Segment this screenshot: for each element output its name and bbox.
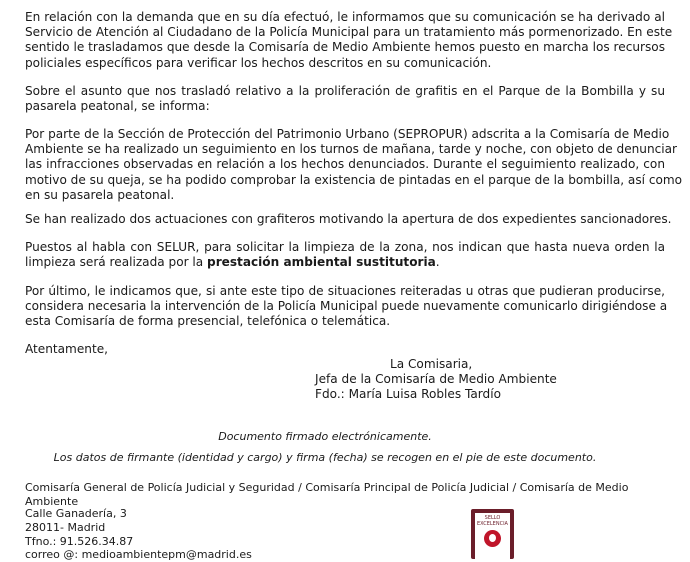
text-line xyxy=(25,255,665,270)
seal-text: EXCELENCIA xyxy=(477,521,508,527)
quality-q-icon xyxy=(484,530,501,547)
paragraph-intro xyxy=(25,10,673,71)
signature-title: La Comisaria, xyxy=(390,357,473,371)
footer-postal: 28011- Madrid xyxy=(25,521,106,534)
text-line: pasarela peatonal, se informa: xyxy=(25,99,210,114)
signature-name: Fdo.: María Luisa Robles Tardío xyxy=(315,387,501,401)
seal-text: SELLO xyxy=(484,515,501,521)
text-line: Por último, le indicamos que, si ante este tipo de situaciones reiteradas u otras que pudieran producirse, xyxy=(25,284,665,298)
bold-text: prestación ambiental sustitutoria xyxy=(207,255,436,270)
closing xyxy=(25,342,665,357)
footer-phone: Tfno.: 91.526.34.87 xyxy=(25,535,134,548)
closing-text: Atentamente, xyxy=(25,342,108,356)
text-line: motivo de su queja, se ha podido comprobar la existencia de pintadas en el parque de la bombilla, así como xyxy=(25,172,683,187)
text-line: Por parte de la Sección de Protección del Patrimonio Urbano (SEPROPUR) adscrita a la Comisaría de Medio xyxy=(25,127,670,141)
seal-inner xyxy=(475,513,510,559)
signed-note: Documento firmado electrónicamente. xyxy=(218,430,432,443)
footer-email[interactable]: correo @: medioambientepm@madrid.es xyxy=(25,548,252,561)
text-line: Se han realizado dos actuaciones con grafiteros motivando la apertura de dos expedientes sancionadores. xyxy=(25,212,672,226)
paragraph-selur xyxy=(25,240,665,270)
text-line: Puestos al habla con SELUR, para solicitar la limpieza de la zona, nos indican que hasta nueva orden la xyxy=(25,240,665,254)
text-line: sentido le trasladamos que desde la Comisaría de Medio Ambiente hemos puesto en marcha los recursos xyxy=(25,40,665,55)
text-line: En relación con la demanda que en su día efectuó, le informamos que su comunicación se ha derivado al xyxy=(25,10,665,24)
signature-position: Jefa de la Comisaría de Medio Ambiente xyxy=(315,372,557,386)
paragraph-actuaciones xyxy=(25,212,672,227)
text-fragment: . xyxy=(435,255,440,270)
paragraph-ultimo xyxy=(25,284,668,330)
paragraph-seguimiento xyxy=(25,127,683,203)
data-note: Los datos de firmante (identidad y cargo) y firma (fecha) se recogen en el pie de este documento. xyxy=(53,451,597,464)
text-fragment: limpieza será realizada por la xyxy=(25,255,208,270)
paragraph-subject xyxy=(25,84,665,114)
text-line: Ambiente se ha realizado un seguimiento en los turnos de mañana, tarde y noche, con objeto de denunciar xyxy=(25,142,678,157)
text-line: las infracciones observadas en relación a los hechos denunciados. Durante el seguimiento realizado, con xyxy=(25,157,665,172)
text-line: policiales específicos para verificar los hechos descritos en su comunicación. xyxy=(25,55,492,70)
text-line: esta Comisaría de forma presencial, telefónica o telemática. xyxy=(25,314,391,329)
footer-org-line2: Ambiente xyxy=(25,495,79,508)
text-line: considera necesaria la intervención de la Policía Municipal puede nuevamente comunicarlo dirigiéndose a xyxy=(25,299,668,314)
text-line: Servicio de Atención al Ciudadano de la Policía Municipal para un tratamiento más pormenorizado. En este xyxy=(25,25,673,40)
footer-address: Calle Ganadería, 3 xyxy=(25,507,127,520)
text-line: en su pasarela peatonal. xyxy=(25,187,175,202)
footer-org-line1: Comisaría General de Policía Judicial y Seguridad / Comisaría Principal de Policía Judicial / Comisaría de Medio xyxy=(25,481,629,494)
text-line: Sobre el asunto que nos trasladó relativo a la proliferación de grafitis en el Parque de la Bombilla y su xyxy=(25,84,665,98)
